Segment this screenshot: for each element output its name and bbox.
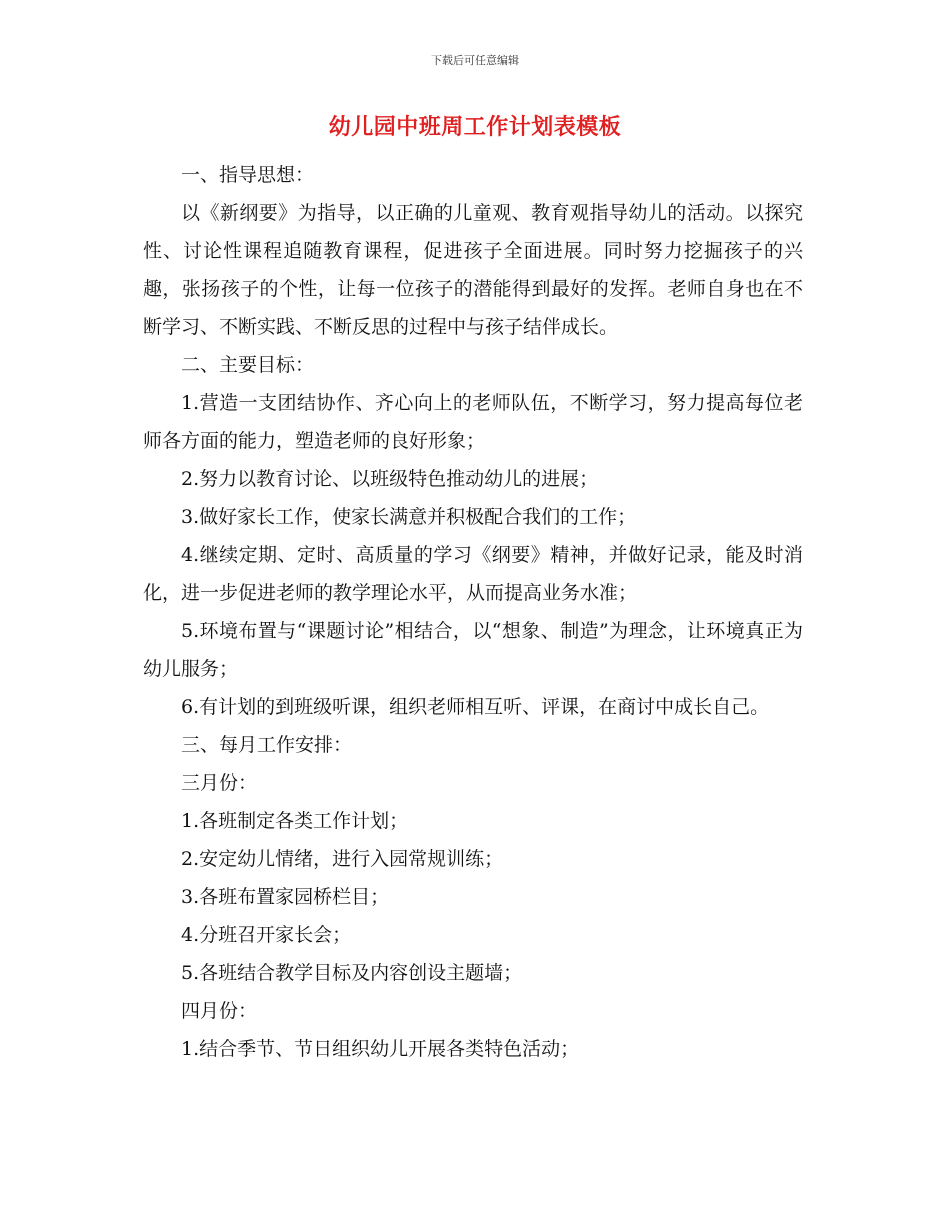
section-heading-main-goals: 二、主要目标：	[181, 354, 315, 376]
paragraph-guiding-ideology: 以《新纲要》为指导，以正确的儿童观、教育观指导幼儿的活动。以探究性、讨论性课程追随教育课程，促进孩子全面进展。同时努力挖掘孩子的兴趣，张扬孩子的个性，让每一位孩子的潜能得到最好的发挥。老师自身也在不断学习、不断实践、不断反思的过程中与孩子结伴成长。	[143, 202, 803, 338]
header-note: 下载后可任意编辑	[431, 54, 519, 67]
march-item-5: 5.各班结合教学目标及内容创设主题墙；	[181, 962, 523, 984]
march-item-2: 2.安定幼儿情绪，进行入园常规训练；	[181, 848, 504, 870]
section-heading-monthly-plan: 三、每月工作安排：	[181, 734, 353, 756]
march-item-3: 3.各班布置家园桥栏目；	[181, 886, 390, 908]
goal-item-6: 6.有计划的到班级听课，组织老师相互听、评课，在商讨中成长自己。	[181, 696, 770, 718]
goal-item-2: 2.努力以教育讨论、以班级特色推动幼儿的进展；	[181, 468, 599, 490]
goal-item-3: 3.做好家长工作，使家长满意并积极配合我们的工作；	[181, 506, 637, 528]
april-item-1: 1.结合季节、节日组织幼儿开展各类特色活动；	[181, 1038, 580, 1060]
goal-item-1: 1.营造一支团结协作、齐心向上的老师队伍，不断学习，努力提高每位老师各方面的能力，塑造老师的良好形象；	[143, 392, 803, 452]
document-body	[143, 156, 803, 1068]
month-heading-march: 三月份：	[181, 772, 258, 794]
march-item-1: 1.各班制定各类工作计划；	[181, 810, 409, 832]
goal-item-4: 4.继续定期、定时、高质量的学习《纲要》精神，并做好记录，能及时消化，进一步促进老师的教学理论水平，从而提高业务水准；	[143, 544, 803, 604]
goal-item-5: 5.环境布置与“课题讨论”相结合，以“想象、制造”为理念，让环境真正为幼儿服务；	[143, 620, 803, 680]
march-item-4: 4.分班召开家长会；	[181, 924, 352, 946]
month-heading-april: 四月份：	[181, 1000, 258, 1022]
section-heading-guiding-ideology: 一、指导思想：	[181, 164, 315, 186]
document-title: 幼儿园中班周工作计划表模板	[328, 115, 622, 140]
